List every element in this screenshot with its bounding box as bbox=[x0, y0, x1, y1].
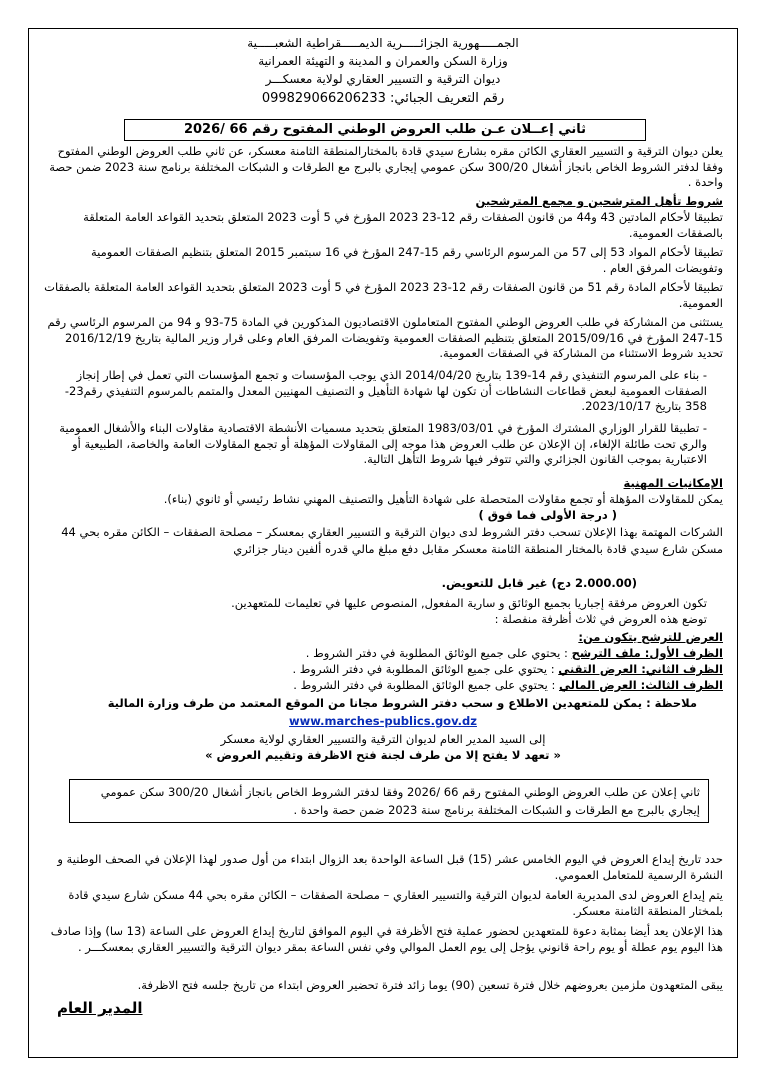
paragraph-qualification: يمكن للمقاولات المؤهلة أو تجمع مقاولات المتحصلة على شهادة التأهيل والتصنيف المهني نشاط رئيسي أو ثانوي (بناء). bbox=[163, 492, 723, 506]
intro-paragraph: يعلن ديوان الترقية و التسيير العقاري الكائن مقره بشارع سيدي قادة بالمختارالمنطقة الثامنة معسكر، عن ثاني طلب العروض الوطني المفتوح وفقا لدفتر الشروط الخاص بانجاز أشغال 300/20 سكن عمومي إيجاري بالبرج مع الطرقات و الشبكات المختلفة برنامج سنة 2023 ضمن حصة واحدة . bbox=[49, 144, 723, 189]
announcement-title: ثاني إعــلان عـن طلب العروض الوطني المفتوح رقم 66 /2026 bbox=[124, 119, 646, 141]
envelope-technical bbox=[43, 662, 723, 678]
website-link[interactable]: www.marches-publics.gov.dz bbox=[289, 714, 477, 728]
addressee: إلى السيد المدير العام لديوان الترقية والتسيير العقاري لولاية معسكر bbox=[220, 732, 546, 746]
paragraph-deposit-date: حدد تاريخ إيداع العروض في اليوم الخامس عشر (15) قبل الساعة الواحدة بعد الزوال ابتداء من أول صدور لهذا الإعلان في الصحف الوطنية و النشرة الرسمية للمتعامل العمومي. bbox=[57, 852, 723, 882]
bullet-executive-decree bbox=[43, 368, 707, 415]
envelope-financial bbox=[43, 678, 723, 694]
envelope-financial-text: : يحتوي على جميع الوثائق المطلوبة في دفتر الشروط . bbox=[293, 678, 556, 692]
paragraph-article-51: تطبيقا لأحكام المادة رقم 51 من قانون الصفقات رقم 12-23 2023 المؤرخ في 5 أوت 2023 المتعلق بتحديد القواعد العامة المتعلقة بالصفقات العمومية. bbox=[44, 280, 723, 310]
paragraph-specifications-withdrawal: الشركات المهتمة بهذا الإعلان تسحب دفتر الشروط لدى ديوان الترقية و التسيير العقاري بمعسكر – مصلحة الصفقات – الكائن مقره بحي 44 مسكن شارع سيدي قادة بالمختار المنطقة الثامنة معسكر مقابل دفع مبلغ مالي قدره ألفين دينار جزائري bbox=[61, 525, 723, 556]
signature-director-general: المدير العام bbox=[57, 999, 143, 1017]
bullet-interministerial-order bbox=[43, 421, 707, 468]
envelope-notice: « تعهد لا يفتح إلا من طرف لجنة فتح الاظرفة وتقييم العروض » bbox=[205, 748, 561, 762]
header-tax-id: رقم التعريف الجبائي: 099829066206233 bbox=[261, 91, 505, 106]
paragraph-deposit-location: يتم إيداع العروض لدى المديرية العامة لديوان الترقية والتسيير العقاري – مصلحة الصفقات – الكائن مقره بحي 44 مسكن شارع سيدي قادة بلمختار المنطقة الثامنة معسكر. bbox=[68, 888, 723, 918]
paragraph-validity-period: يبقى المتعهدون ملزمين بعروضهم خلال فترة تسعين (90) يوما زائد فترة تحضير العروض ابتداء من تاريخ جلسه فتح الاظرفة. bbox=[137, 978, 723, 992]
paragraph-opening-invitation: هذا الإعلان يعد أيضا بمثابة دعوة للمتعهدين لحضور عملية فتح الأظرفة في اليوم الموافق لتاريخ إيداع العروض على الساعة (13 سا) وإذا صادف هذا اليوم يوم عطلة أو يوم راحة قانوني يؤجل إلى يوم العمل الموالي وفي نفس الساعة بمقر ديوان الترقية والتسيير العقاري بمعسكـــر . bbox=[50, 924, 723, 954]
paragraph-envelopes: توضع هذه العروض في ثلاث أظرفة منفصلة : bbox=[494, 612, 707, 626]
envelope-financial-label: الظرف الثالث: العرض المالي bbox=[559, 678, 723, 692]
summary-box: ثاني إعلان عن طلب العروض الوطني المفتوح رقم 66 /2026 وفقا لدفتر الشروط الخاص بانجاز أشغال 300/20 سكن عمومي إيجاري بالبرج مع الطرقات و الشبكات المختلفة برنامج سنة 2023 ضمن حصة واحدة . bbox=[69, 779, 709, 823]
bullet-mark: - bbox=[699, 368, 707, 382]
document-page bbox=[28, 28, 738, 1058]
header-office: ديوان الترقية و التسيير العقاري لولاية معسكـــر bbox=[265, 72, 501, 86]
envelope-candidacy bbox=[43, 646, 723, 662]
header-republic: الجمـــــهورية الجزائـــــرية الديمـــــقراطية الشعبـــــية bbox=[247, 36, 519, 50]
fee-amount: (2.000.00 دج) غير قابل للتعويض. bbox=[441, 576, 637, 590]
section-professional-capacity-heading: الإمكانيات المهنية bbox=[623, 476, 723, 490]
grade-requirement: ( درجة الأولى فما فوق ) bbox=[478, 508, 617, 522]
bullet-text: بناء على المرسوم التنفيذي رقم 14-139 بتاريخ 2014/04/20 الذي يوجب المؤسسات و تجمع المؤسسات التي تعمل في إطار إنجاز الصفقات العمومية لبعض قطاعات النشاطات أن تكون لها شهادة التأهيل و التصنيف المهنيين المعدل والمتمم بالمرسوم التنفيذي رقم23-358 بتاريخ 2023/10/17. bbox=[64, 368, 707, 413]
note-free-download: ملاحظة : يمكن للمتعهدين الاطلاع و سحب دفتر الشروط مجانا من الموقع المعتمد من طرف وزارة المالية bbox=[107, 696, 697, 710]
paragraph-articles-43-44: تطبيقا لأحكام المادتين 43 و44 من قانون الصفقات رقم 12-23 2023 المؤرخ في 5 أوت 2023 المتعلق بتحديد القواعد العامة المتعلقة بالصفقات العمومية. bbox=[83, 210, 723, 240]
header-ministry: وزارة السكن والعمران و المدينة و التهيئة العمرانية bbox=[258, 54, 508, 68]
section-eligibility-heading: شروط تأهل المترشحين و مجمع المترشحين bbox=[475, 194, 723, 208]
bullet-mark: - bbox=[699, 421, 707, 435]
section-offer-composition-heading: العرض للترشح يتكون من: bbox=[578, 630, 723, 644]
envelope-candidacy-label: الظرف الأول: ملف الترشح bbox=[571, 646, 723, 660]
envelope-technical-text: : يحتوي على جميع الوثائق المطلوبة في دفتر الشروط . bbox=[292, 662, 555, 676]
paragraph-exclusions: يستثنى من المشاركة في طلب العروض الوطني المفتوح المتعاملون الاقتصاديون المذكورين في المادة 75-93 و 94 من المرسوم الرئاسي رقم 15-247 المؤرخ في 2015/09/16 المتعلق بتنظيم الصفقات العمومية وتفويضات المرفق العام وعلى قرار وزير المالية بتاريخ 2016/12/19 تحديد شروط الاستثناء من المشاركة في الصفقات العمومية. bbox=[47, 315, 723, 360]
procurement-website-link[interactable] bbox=[43, 714, 723, 730]
envelope-candidacy-text: : يحتوي على جميع الوثائق المطلوبة في دفتر الشروط . bbox=[305, 646, 568, 660]
paragraph-articles-53-57: تطبيقا لأحكام المواد 53 إلى 57 من المرسوم الرئاسي رقم 15-247 المؤرخ في 16 سبتمبر 2015 المتعلق بتنظيم الصفقات العمومية وتفويضات المرفق العام . bbox=[91, 245, 723, 275]
envelope-technical-label: الظرف الثاني: العرض التقني bbox=[558, 662, 723, 676]
bullet-text: تطبيقا للقرار الوزاري المشترك المؤرخ في 1983/03/01 المتعلق بتحديد مسميات الأنشطة الاقتصادية مقاولات البناء والأشغال العمومية والري تحت طائلة الإلغاء، إن الإعلان عن طلب العروض هذا موجه إلى المقاولات المؤهلة أو تجمع المقاولات العامة والخاصة، الطبيعية أو الاعتبارية بموجب القانون الجزائري والتي تتوفر فيها شروط التأهل التالية. bbox=[59, 421, 707, 466]
paragraph-documents: تكون العروض مرفقة إجباريا بجميع الوثائق و سارية المفعول, المنصوص عليها في تعليمات للمتعهدين. bbox=[231, 596, 707, 610]
